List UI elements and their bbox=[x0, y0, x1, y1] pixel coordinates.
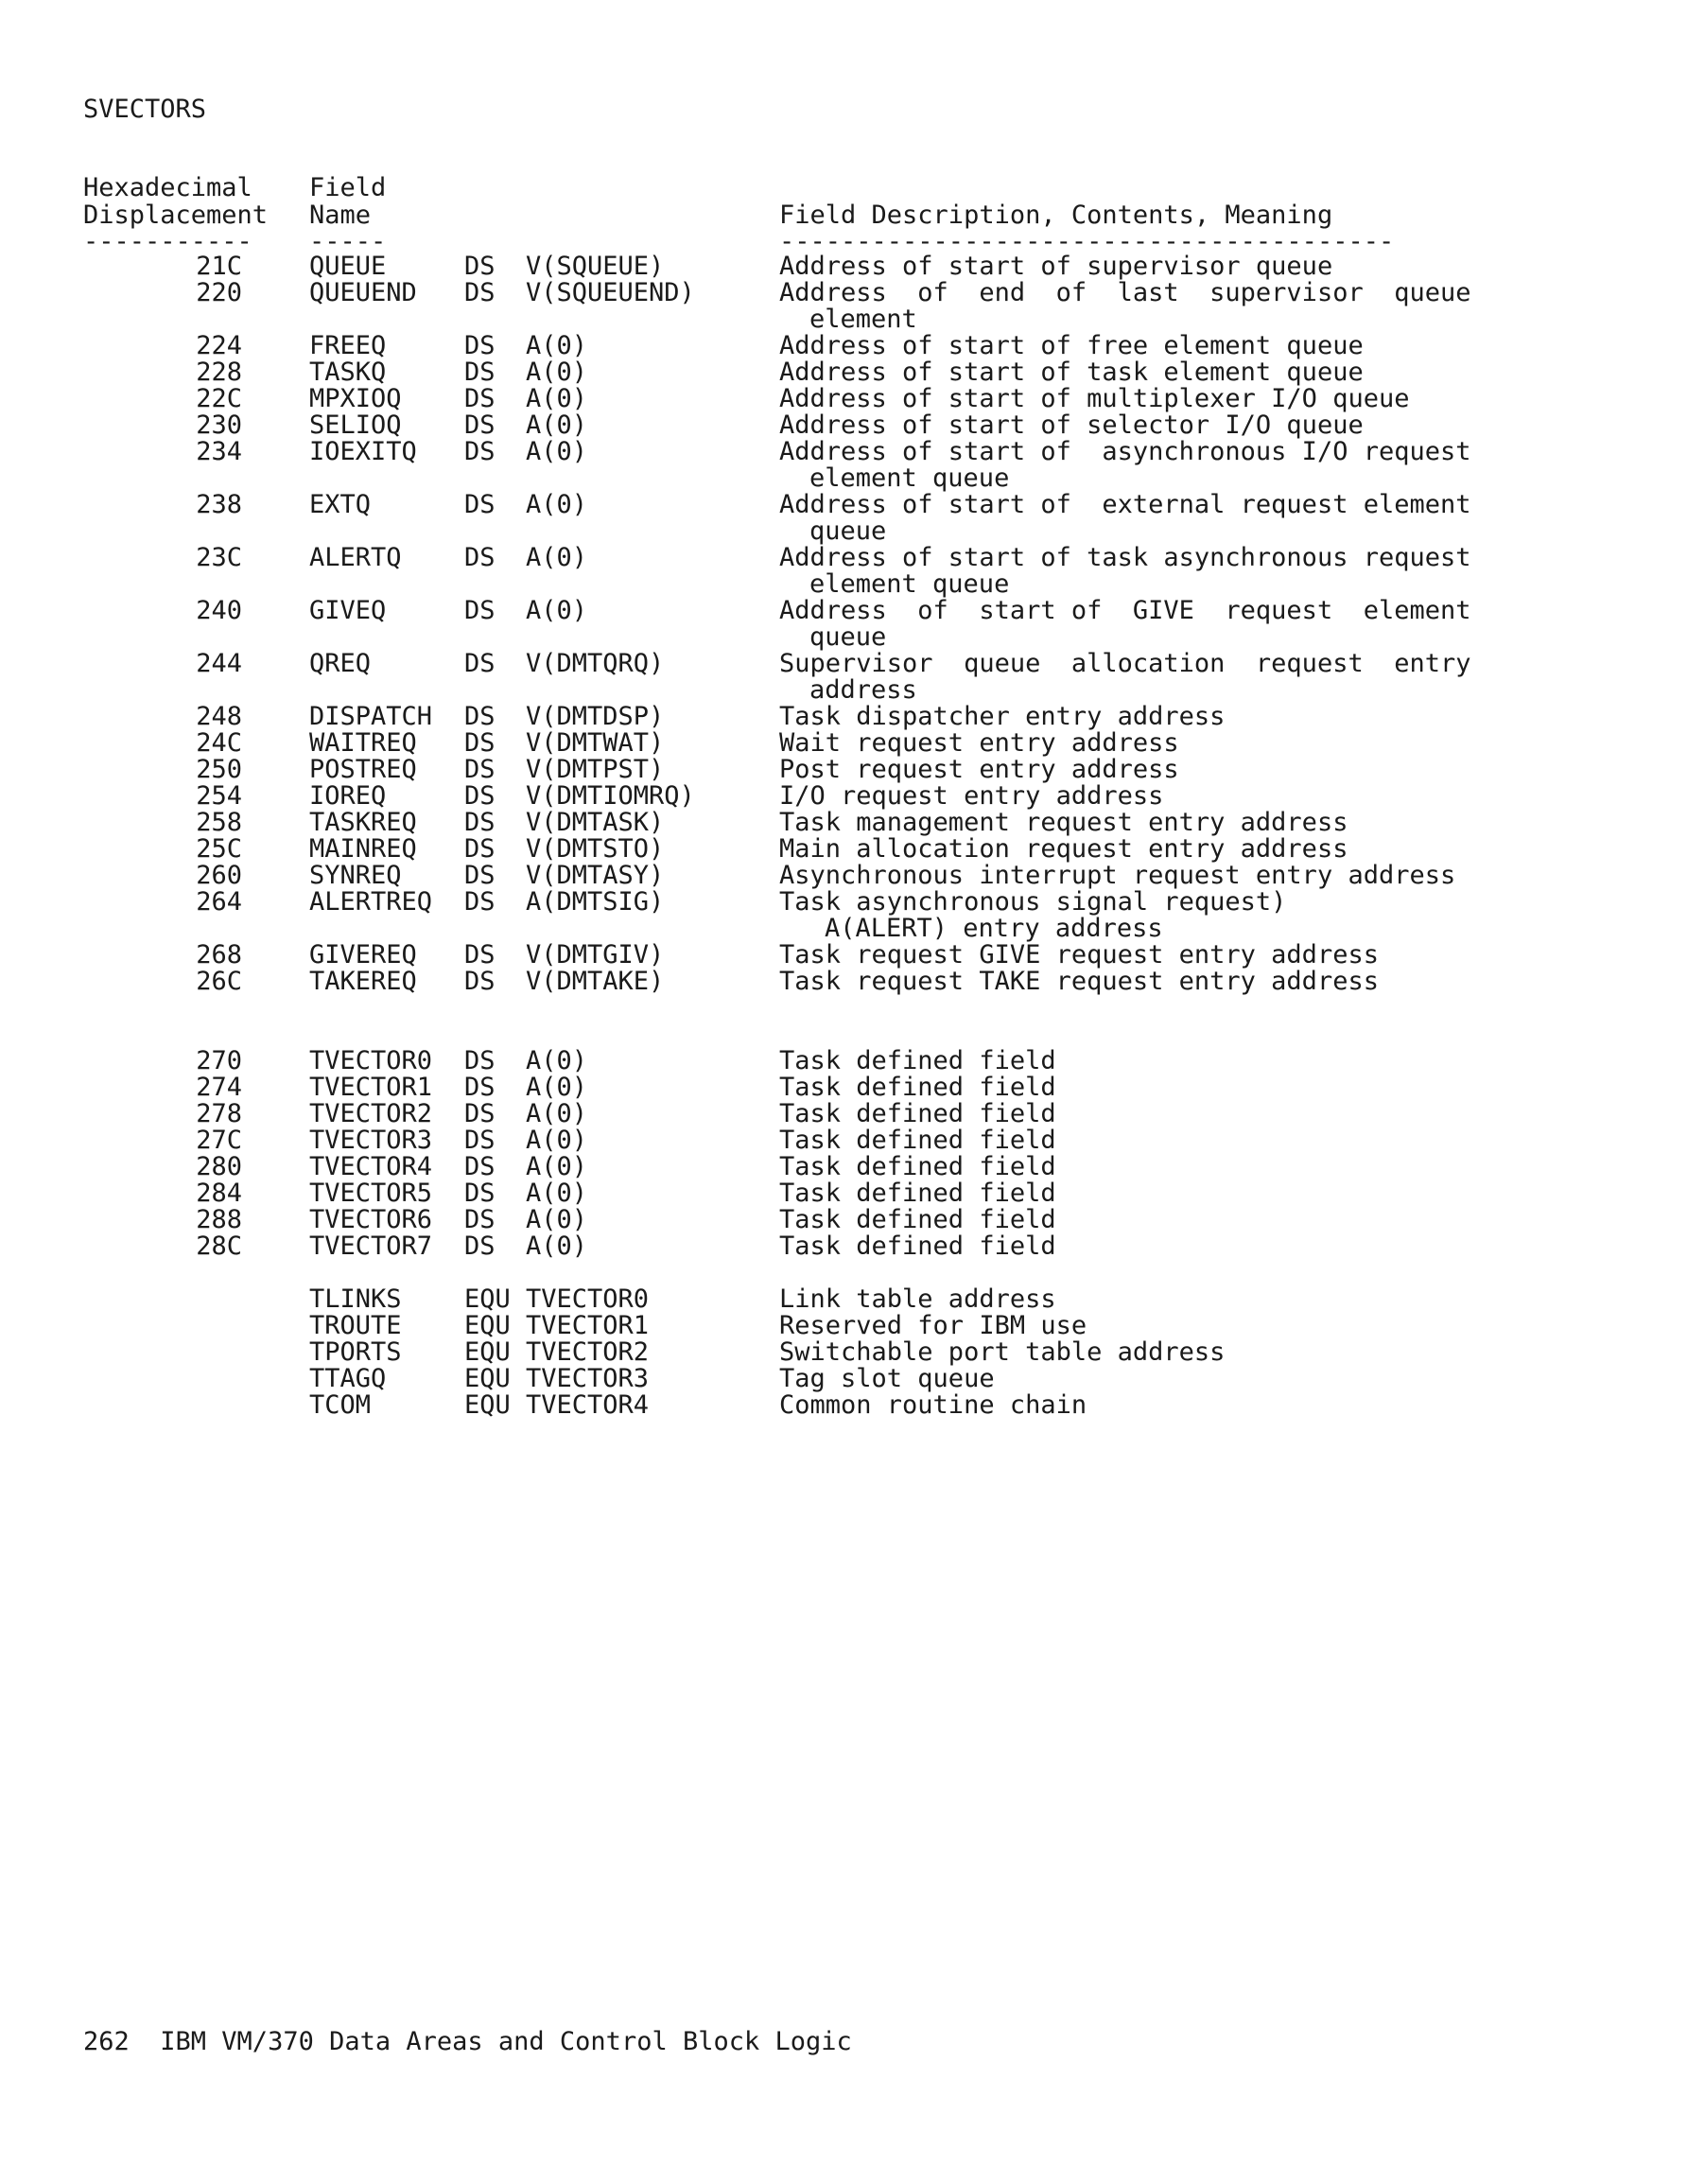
displacement: 254 bbox=[196, 781, 242, 811]
directive: EQU bbox=[464, 1390, 511, 1420]
operand: A(0) bbox=[526, 411, 588, 440]
field-description-continued: queue bbox=[809, 516, 887, 546]
field-description-continued: element queue bbox=[809, 463, 1010, 493]
table-row bbox=[0, 1180, 1687, 1207]
table-row bbox=[0, 730, 1687, 757]
table-row bbox=[0, 1286, 1687, 1313]
field-description: Address of start of supervisor queue bbox=[779, 252, 1333, 281]
displacement: 264 bbox=[196, 887, 242, 917]
table-row bbox=[0, 1207, 1687, 1233]
operand: A(0) bbox=[526, 384, 588, 413]
field-description-continued: A(ALERT) entry address bbox=[825, 914, 1163, 943]
desc-heading: Field Description, Contents, Meaning bbox=[779, 201, 1333, 230]
displacement: 230 bbox=[196, 411, 242, 440]
displacement: 270 bbox=[196, 1046, 242, 1075]
table-row bbox=[0, 359, 1687, 386]
directive: DS bbox=[464, 252, 496, 281]
operand: A(0) bbox=[526, 1152, 588, 1181]
field-description: Reserved for IBM use bbox=[779, 1311, 1087, 1340]
table-row bbox=[0, 1154, 1687, 1180]
table-row bbox=[0, 1313, 1687, 1339]
displacement: 244 bbox=[196, 649, 242, 678]
directive: DS bbox=[464, 331, 496, 360]
page-header: SVECTORS bbox=[83, 95, 207, 124]
operand: A(0) bbox=[526, 1232, 588, 1261]
operand: V(SQUEUEND) bbox=[526, 278, 695, 307]
field-description: Address of start of GIVE request element bbox=[779, 596, 1471, 625]
directive: DS bbox=[464, 1205, 496, 1234]
displacement: 220 bbox=[196, 278, 242, 307]
field-name: FREEQ bbox=[309, 331, 387, 360]
operand: V(DMTGIV) bbox=[526, 940, 665, 970]
table-row bbox=[0, 1392, 1687, 1419]
table-row bbox=[0, 810, 1687, 836]
table-row bbox=[0, 836, 1687, 863]
field-name: POSTREQ bbox=[309, 755, 417, 784]
displacement: 23C bbox=[196, 543, 242, 572]
operand: TVECTOR3 bbox=[526, 1364, 650, 1393]
field-name: QREQ bbox=[309, 649, 372, 678]
table-row bbox=[0, 757, 1687, 783]
directive: DS bbox=[464, 702, 496, 731]
operand: A(DMTSIG) bbox=[526, 887, 665, 917]
field-description: Task defined field bbox=[779, 1073, 1056, 1102]
directive: EQU bbox=[464, 1311, 511, 1340]
table-row bbox=[0, 969, 1687, 995]
directive: DS bbox=[464, 384, 496, 413]
directive: DS bbox=[464, 358, 496, 387]
table-row bbox=[0, 437, 1687, 493]
field-name: DISPATCH bbox=[309, 702, 433, 731]
directive: DS bbox=[464, 1152, 496, 1181]
operand: V(DMTIOMRQ) bbox=[526, 781, 695, 811]
field-description: Address of start of free element queue bbox=[779, 331, 1364, 360]
field-name: EXTQ bbox=[309, 490, 372, 519]
directive: EQU bbox=[464, 1284, 511, 1314]
field-description-continued: element queue bbox=[809, 569, 1010, 599]
disp-heading-rule: ----------- bbox=[83, 227, 252, 256]
field-description: Address of start of selector I/O queue bbox=[779, 411, 1364, 440]
directive: DS bbox=[464, 967, 496, 996]
directive: DS bbox=[464, 861, 496, 890]
operand: V(DMTQRQ) bbox=[526, 649, 665, 678]
displacement: 284 bbox=[196, 1179, 242, 1208]
directive: DS bbox=[464, 543, 496, 572]
field-description: Task defined field bbox=[779, 1126, 1056, 1155]
table-row bbox=[0, 1366, 1687, 1392]
operand: V(DMTASY) bbox=[526, 861, 665, 890]
field-description: Address of end of last supervisor queue bbox=[779, 278, 1471, 307]
displacement: 240 bbox=[196, 596, 242, 625]
operand: A(0) bbox=[526, 1099, 588, 1128]
operand: V(SQUEUE) bbox=[526, 252, 665, 281]
field-description: Tag slot queue bbox=[779, 1364, 995, 1393]
field-description: Task request GIVE request entry address bbox=[779, 940, 1379, 970]
table-row bbox=[0, 704, 1687, 730]
page-footer: 262 IBM VM/370 Data Areas and Control Block Logic bbox=[83, 2027, 852, 2056]
operand: TVECTOR2 bbox=[526, 1337, 650, 1367]
field-name: IOEXITQ bbox=[309, 437, 417, 466]
operand: V(DMTASK) bbox=[526, 808, 665, 837]
table-row bbox=[0, 253, 1687, 280]
name-heading-line1: Field bbox=[309, 173, 387, 202]
directive: EQU bbox=[464, 1364, 511, 1393]
table-row bbox=[0, 1233, 1687, 1260]
displacement: 274 bbox=[196, 1073, 242, 1102]
field-description: Common routine chain bbox=[779, 1390, 1087, 1420]
field-name: TASKREQ bbox=[309, 808, 417, 837]
displacement: 258 bbox=[196, 808, 242, 837]
field-description: Address of start of task element queue bbox=[779, 358, 1364, 387]
directive: DS bbox=[464, 887, 496, 917]
directive: DS bbox=[464, 808, 496, 837]
operand: V(DMTWAT) bbox=[526, 728, 665, 758]
field-name: TVECTOR3 bbox=[309, 1126, 433, 1155]
field-description-continued: address bbox=[809, 675, 917, 705]
table-row bbox=[0, 1101, 1687, 1127]
displacement: 21C bbox=[196, 252, 242, 281]
table-row bbox=[0, 1339, 1687, 1366]
field-name: TCOM bbox=[309, 1390, 372, 1420]
operand: V(DMTPST) bbox=[526, 755, 665, 784]
field-description: Task defined field bbox=[779, 1232, 1056, 1261]
field-name: TROUTE bbox=[309, 1311, 402, 1340]
field-description: I/O request entry address bbox=[779, 781, 1164, 811]
field-description: Address of start of task asynchronous request bbox=[779, 543, 1471, 572]
displacement: 248 bbox=[196, 702, 242, 731]
directive: DS bbox=[464, 1179, 496, 1208]
field-description: Address of start of asynchronous I/O request bbox=[779, 437, 1471, 466]
field-description: Task defined field bbox=[779, 1179, 1056, 1208]
field-description: Address of start of multiplexer I/O queue bbox=[779, 384, 1410, 413]
directive: DS bbox=[464, 755, 496, 784]
directive: DS bbox=[464, 490, 496, 519]
operand: A(0) bbox=[526, 358, 588, 387]
field-name: TVECTOR4 bbox=[309, 1152, 433, 1181]
field-name: MPXIOQ bbox=[309, 384, 402, 413]
table-row bbox=[0, 386, 1687, 412]
field-description: Task asynchronous signal request) bbox=[779, 887, 1287, 917]
operand: A(0) bbox=[526, 596, 588, 625]
table-row bbox=[0, 333, 1687, 359]
field-name: TVECTOR0 bbox=[309, 1046, 433, 1075]
table-row bbox=[0, 1127, 1687, 1154]
operand: A(0) bbox=[526, 1126, 588, 1155]
field-name: TVECTOR6 bbox=[309, 1205, 433, 1234]
field-description-continued: queue bbox=[809, 622, 887, 652]
field-description: Post request entry address bbox=[779, 755, 1179, 784]
field-description: Asynchronous interrupt request entry address bbox=[779, 861, 1456, 890]
directive: DS bbox=[464, 1099, 496, 1128]
displacement: 28C bbox=[196, 1232, 242, 1261]
disp-heading-line1: Hexadecimal bbox=[83, 173, 252, 202]
table-row bbox=[0, 649, 1687, 705]
field-name: TVECTOR5 bbox=[309, 1179, 433, 1208]
directive: DS bbox=[464, 411, 496, 440]
operand: TVECTOR4 bbox=[526, 1390, 650, 1420]
field-name: ALERTQ bbox=[309, 543, 402, 572]
field-name: GIVEREQ bbox=[309, 940, 417, 970]
field-name: TAKEREQ bbox=[309, 967, 417, 996]
operand: A(0) bbox=[526, 331, 588, 360]
displacement: 288 bbox=[196, 1205, 242, 1234]
displacement: 25C bbox=[196, 834, 242, 864]
table-row bbox=[0, 596, 1687, 652]
table-row bbox=[0, 412, 1687, 439]
field-name: TLINKS bbox=[309, 1284, 402, 1314]
directive: DS bbox=[464, 649, 496, 678]
displacement: 22C bbox=[196, 384, 242, 413]
field-description: Switchable port table address bbox=[779, 1337, 1226, 1367]
field-description: Task request TAKE request entry address bbox=[779, 967, 1379, 996]
disp-heading-line2: Displacement bbox=[83, 201, 269, 230]
table-row bbox=[0, 543, 1687, 599]
table-row bbox=[0, 278, 1687, 334]
directive: DS bbox=[464, 1126, 496, 1155]
table-row bbox=[0, 863, 1687, 889]
operand: A(0) bbox=[526, 1205, 588, 1234]
operand: A(0) bbox=[526, 1046, 588, 1075]
field-name: TTAGQ bbox=[309, 1364, 387, 1393]
field-name: QUEUEND bbox=[309, 278, 417, 307]
operand: V(DMTDSP) bbox=[526, 702, 665, 731]
directive: DS bbox=[464, 437, 496, 466]
field-name: TVECTOR1 bbox=[309, 1073, 433, 1102]
operand: TVECTOR0 bbox=[526, 1284, 650, 1314]
operand: TVECTOR1 bbox=[526, 1311, 650, 1340]
table-row bbox=[0, 942, 1687, 969]
field-description: Task defined field bbox=[779, 1152, 1056, 1181]
directive: DS bbox=[464, 596, 496, 625]
displacement: 27C bbox=[196, 1126, 242, 1155]
displacement: 228 bbox=[196, 358, 242, 387]
field-name: MAINREQ bbox=[309, 834, 417, 864]
displacement: 26C bbox=[196, 967, 242, 996]
field-name: QUEUE bbox=[309, 252, 387, 281]
operand: A(0) bbox=[526, 1179, 588, 1208]
displacement: 268 bbox=[196, 940, 242, 970]
field-name: ALERTREQ bbox=[309, 887, 433, 917]
displacement: 24C bbox=[196, 728, 242, 758]
field-name: TASKQ bbox=[309, 358, 387, 387]
table-row bbox=[0, 1075, 1687, 1101]
field-name: IOREQ bbox=[309, 781, 387, 811]
table-row bbox=[0, 490, 1687, 546]
displacement: 280 bbox=[196, 1152, 242, 1181]
field-name: SELIOQ bbox=[309, 411, 402, 440]
directive: DS bbox=[464, 728, 496, 758]
name-heading-line2: Name bbox=[309, 201, 372, 230]
field-name: SYNREQ bbox=[309, 861, 402, 890]
field-name: GIVEQ bbox=[309, 596, 387, 625]
displacement: 238 bbox=[196, 490, 242, 519]
operand: V(DMTSTO) bbox=[526, 834, 665, 864]
field-description: Task management request entry address bbox=[779, 808, 1348, 837]
table-row bbox=[0, 1048, 1687, 1075]
directive: DS bbox=[464, 940, 496, 970]
directive: EQU bbox=[464, 1337, 511, 1367]
operand: A(0) bbox=[526, 1073, 588, 1102]
directive: DS bbox=[464, 278, 496, 307]
displacement: 234 bbox=[196, 437, 242, 466]
field-name: WAITREQ bbox=[309, 728, 417, 758]
field-description: Supervisor queue allocation request entry bbox=[779, 649, 1471, 678]
directive: DS bbox=[464, 1046, 496, 1075]
directive: DS bbox=[464, 1232, 496, 1261]
displacement: 278 bbox=[196, 1099, 242, 1128]
desc-heading-rule: ---------------------------------------- bbox=[779, 227, 1395, 256]
field-description: Wait request entry address bbox=[779, 728, 1179, 758]
displacement: 260 bbox=[196, 861, 242, 890]
field-description: Link table address bbox=[779, 1284, 1056, 1314]
field-name: TVECTOR7 bbox=[309, 1232, 433, 1261]
operand: A(0) bbox=[526, 543, 588, 572]
operand: A(0) bbox=[526, 437, 588, 466]
displacement: 250 bbox=[196, 755, 242, 784]
table-row bbox=[0, 783, 1687, 810]
operand: A(0) bbox=[526, 490, 588, 519]
field-name: TPORTS bbox=[309, 1337, 402, 1367]
field-description: Task dispatcher entry address bbox=[779, 702, 1226, 731]
field-description: Main allocation request entry address bbox=[779, 834, 1348, 864]
field-description-continued: element bbox=[809, 305, 917, 334]
field-name: TVECTOR2 bbox=[309, 1099, 433, 1128]
name-heading-rule: ----- bbox=[309, 227, 387, 256]
operand: V(DMTAKE) bbox=[526, 967, 665, 996]
field-description: Address of start of external request element bbox=[779, 490, 1471, 519]
directive: DS bbox=[464, 834, 496, 864]
directive: DS bbox=[464, 781, 496, 811]
displacement: 224 bbox=[196, 331, 242, 360]
field-description: Task defined field bbox=[779, 1099, 1056, 1128]
directive: DS bbox=[464, 1073, 496, 1102]
field-description: Task defined field bbox=[779, 1046, 1056, 1075]
table-row bbox=[0, 887, 1687, 943]
field-description: Task defined field bbox=[779, 1205, 1056, 1234]
